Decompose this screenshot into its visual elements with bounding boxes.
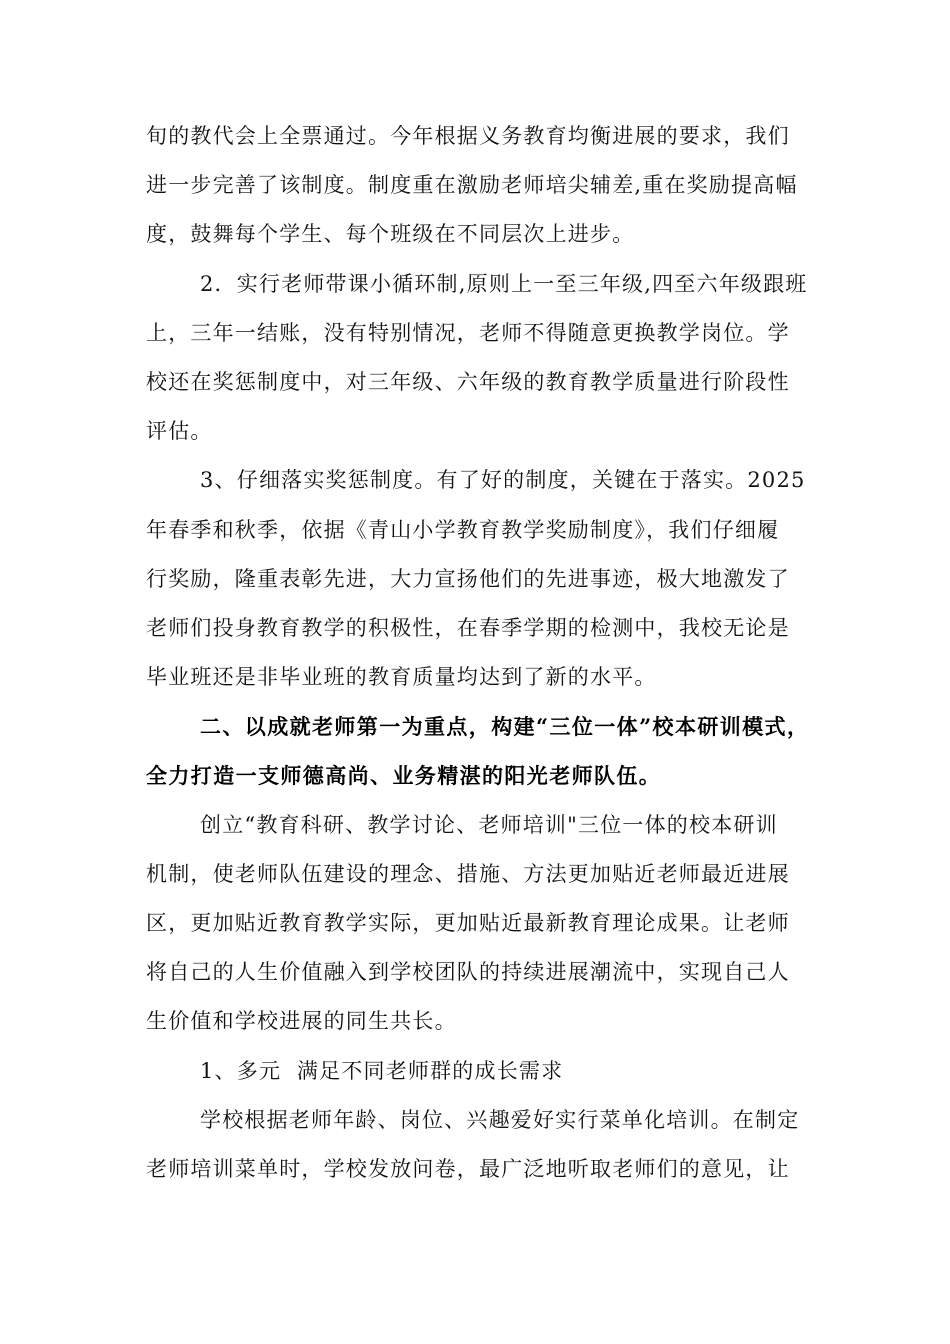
- text-line: 度，鼓舞每个学生、每个班级在不同层次上进步。: [146, 222, 635, 247]
- document-body: [146, 112, 812, 1194]
- text-line: 将自己的人生价值融入到学校团队的持续进展潮流中，实现自己人: [146, 960, 790, 985]
- text-line: 进一步完善了该制度。制度重在激励老师培尖辅差,重在奖励提高幅: [146, 173, 798, 198]
- text-line: 生价值和学校进展的同生共长。: [146, 1009, 457, 1034]
- paragraph-start-line: 创立“教育科研、教学讨论、老师培训"三位一体的校本研训: [200, 812, 778, 837]
- text-line: 老师们投身教育教学的积极性，在春季学期的检测中，我校无论是: [146, 615, 790, 640]
- section-heading-line: 二、以成就老师第一为重点，构建“三位一体”校本研训模式，: [200, 714, 810, 740]
- subheading-line: 1、多元 满足不同老师群的成长需求: [200, 1058, 564, 1083]
- text-line: 区，更加贴近教育教学实际，更加贴近最新教育理论成果。让老师: [146, 911, 790, 935]
- paragraph-start-line: 2．实行老师带课小循环制,原则上一至三年级,四至六年级跟班: [200, 271, 808, 296]
- paragraph-start-line: 学校根据老师年龄、岗位、兴趣爱好实行菜单化培训。在制定: [200, 1107, 800, 1132]
- text-line: 行奖励，隆重表彰先进，大力宣扬他们的先进事迹，极大地激发了: [146, 566, 790, 591]
- paragraph-start-line: 3、仔细落实奖惩制度。有了好的制度，关键在于落实。2025: [200, 468, 806, 493]
- text-line: 旬的教代会上全票通过。今年根据义务教育均衡进展的要求，我们: [146, 124, 790, 148]
- text-line: 年春季和秋季，依据《青山小学教育教学奖励制度》，我们仔细履: [146, 517, 780, 542]
- text-line: 评估。: [146, 419, 213, 444]
- text-line: 上，三年一结账，没有特别情况，老师不得随意更换教学岗位。学: [146, 320, 790, 345]
- text-line: 老师培训菜单时，学校发放问卷，最广泛地听取老师们的意见，让: [146, 1156, 790, 1181]
- section-heading-line: 全力打造一支师德高尚、业务精湛的阳光老师队伍。: [146, 763, 662, 789]
- text-line: 毕业班还是非毕业班的教育质量均达到了新的水平。: [146, 665, 657, 690]
- text-line: 校还在奖惩制度中，对三年级、六年级的教育教学质量进行阶段性: [146, 369, 790, 394]
- text-line: 机制，使老师队伍建设的理念、措施、方法更加贴近老师最近进展: [146, 861, 790, 886]
